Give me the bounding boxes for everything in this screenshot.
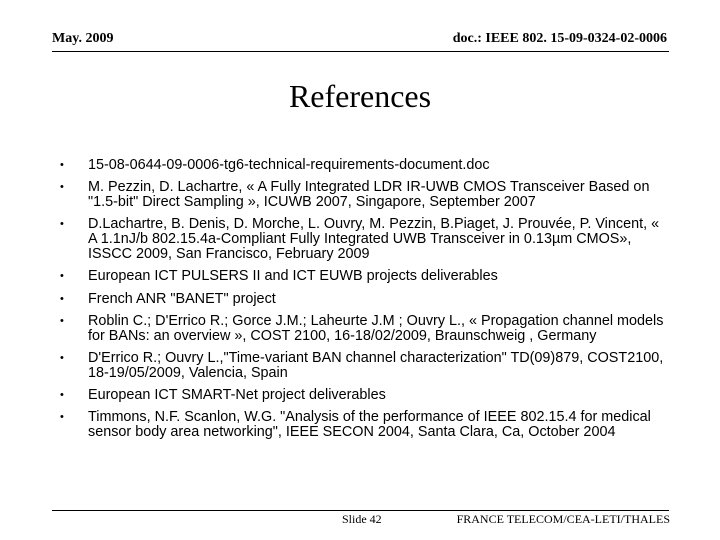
- reference-item: [60, 269, 670, 284]
- footer-organization: FRANCE TELECOM/CEA-LETI/THALES: [456, 512, 670, 526]
- reference-item: [60, 388, 670, 403]
- reference-item: [60, 158, 670, 173]
- reference-item: [60, 292, 670, 307]
- reference-item: [60, 217, 670, 261]
- footer-divider: [52, 510, 669, 511]
- reference-text: D.Lachartre, B. Denis, D. Morche, L. Ouvry, M. Pezzin, B.Piaget, J. Prouvée, P. Vincent, « A 1.1nJ/b 802.15.4a-Compliant Fully Integrated UWB Transceiver in 0.13µm CMOS», ISSCC 2009, San Francisco, February 2009: [88, 216, 660, 262]
- bullet-icon: •: [60, 270, 64, 283]
- bullet-icon: •: [60, 389, 64, 402]
- reference-text: Timmons, N.F. Scanlon, W.G. "Analysis of the performance of IEEE 802.15.4 for medical sensor body area networking", IEEE SECON 2004, Santa Clara, Ca, October 2004: [88, 409, 651, 441]
- header-doc-id: doc.: IEEE 802. 15-09-0324-02-0006: [452, 31, 667, 46]
- reference-item: [60, 410, 670, 440]
- bullet-icon: •: [60, 292, 64, 305]
- bullet-icon: •: [60, 411, 64, 424]
- reference-item: [60, 351, 670, 381]
- footer-slide-number: Slide 42: [342, 512, 382, 526]
- reference-text: M. Pezzin, D. Lachartre, « A Fully Integrated LDR IR-UWB CMOS Transceiver Based on "1.5-bit" Direct Sampling », ICUWB 2007, Singapore, September 2007: [88, 179, 650, 211]
- reference-item: [60, 180, 670, 210]
- reference-text: French ANR "BANET" project: [88, 290, 276, 307]
- reference-text: European ICT PULSERS II and ICT EUWB projects deliverables: [88, 268, 498, 285]
- slide-title: References: [288, 78, 432, 114]
- references-list: [60, 158, 670, 447]
- header-divider: [52, 51, 669, 52]
- reference-item: [60, 314, 670, 344]
- reference-text: D'Errico R.; Ouvry L.,"Time-variant BAN channel characterization" TD(09)879, COST2100, 18-19/05/2009, Valencia, Spain: [88, 349, 664, 381]
- reference-text: European ICT SMART-Net project deliverables: [88, 387, 386, 404]
- bullet-icon: •: [60, 314, 64, 327]
- bullet-icon: •: [60, 351, 64, 364]
- reference-text: 15-08-0644-09-0006-tg6-technical-requirements-document.doc: [88, 157, 490, 173]
- header-date: May. 2009: [52, 31, 114, 46]
- bullet-icon: •: [60, 181, 64, 194]
- bullet-icon: •: [60, 218, 64, 231]
- reference-text: Roblin C.; D'Errico R.; Gorce J.M.; Laheurte J.M ; Ouvry L., « Propagation channel models for BANs: an overview », COST 2100, 16-18/02/2009, Braunschweig , Germany: [88, 312, 664, 344]
- bullet-icon: •: [60, 159, 64, 171]
